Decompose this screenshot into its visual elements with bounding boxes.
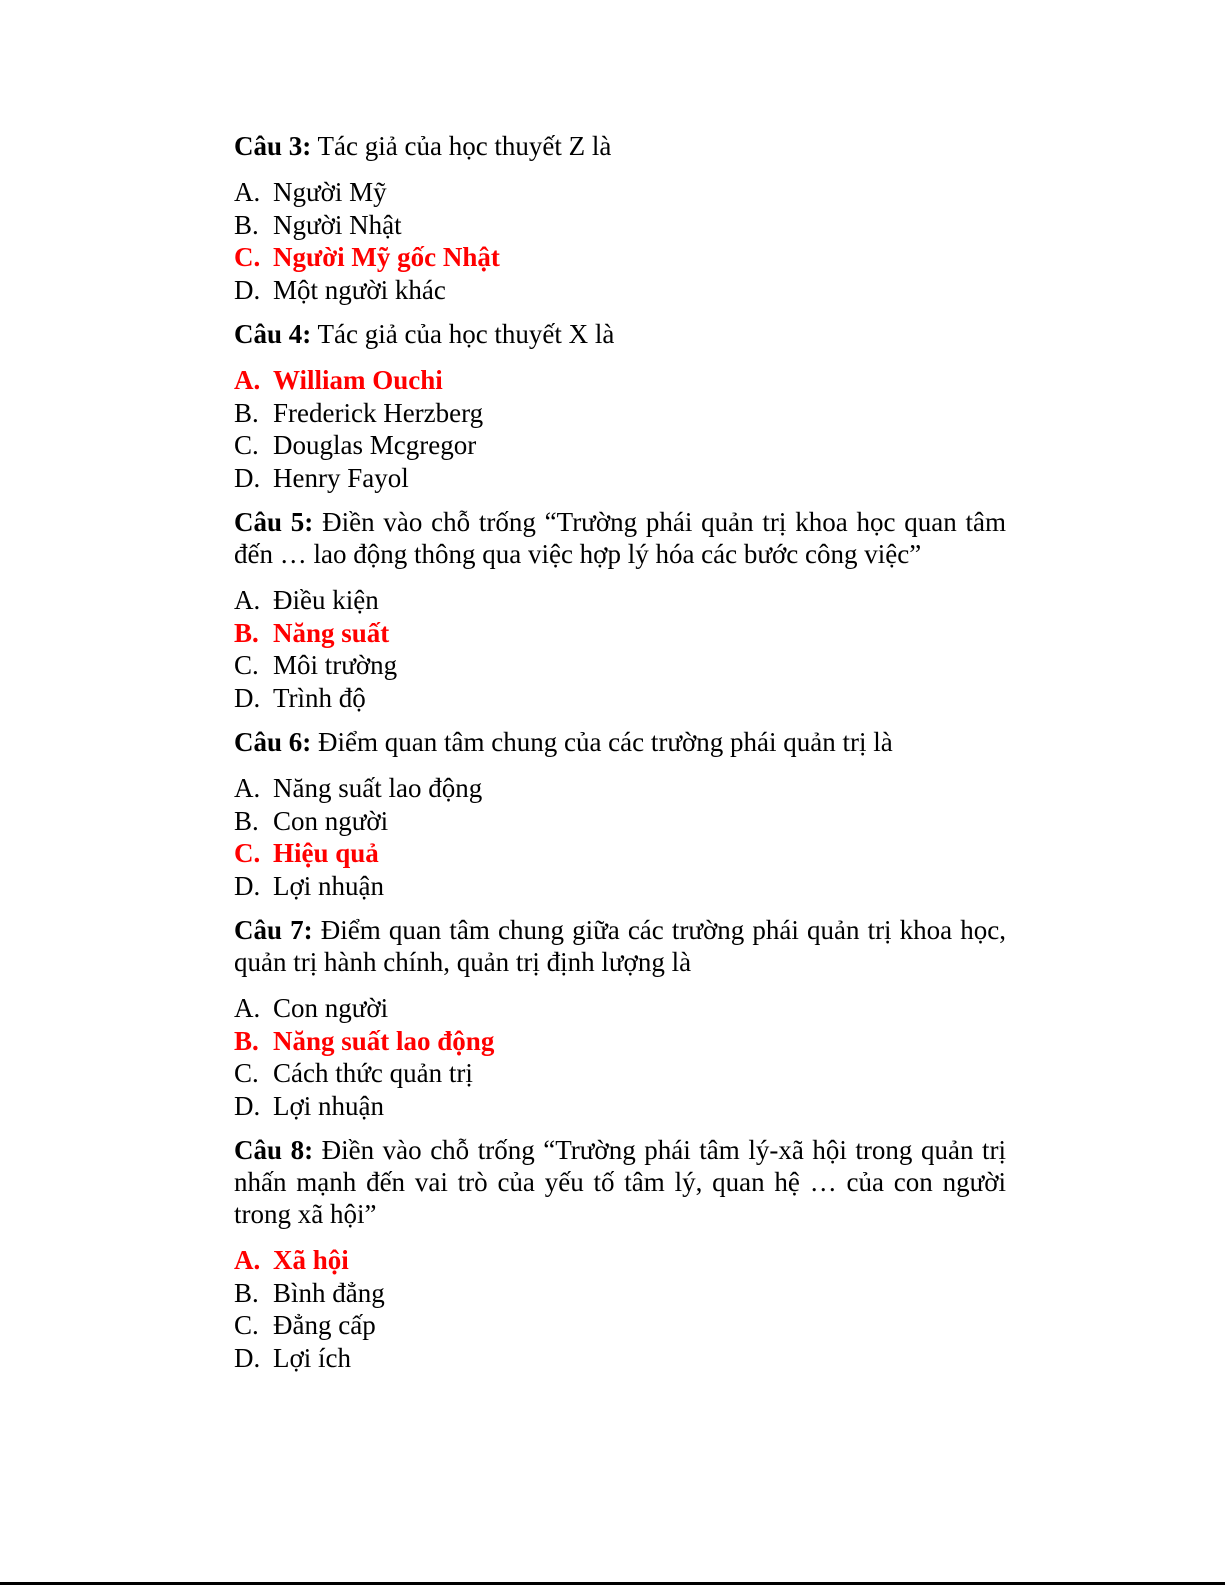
option-text: Douglas Mcgregor (273, 430, 477, 460)
question-label: Câu 4: (234, 319, 312, 349)
option-text: Người Mỹ (273, 177, 387, 207)
answer-option (234, 870, 1006, 903)
question-label: Câu 6: (234, 727, 312, 757)
answer-option (234, 1309, 1006, 1342)
answer-options (234, 772, 1006, 902)
option-letter: D. (234, 870, 261, 901)
option-letter: B. (234, 397, 259, 428)
question-label: Câu 8: (234, 1135, 314, 1165)
option-text: Con người (273, 993, 389, 1023)
option-text: Năng suất lao động (273, 1025, 495, 1056)
question-7 (234, 914, 1006, 1122)
option-text: Henry Fayol (273, 462, 409, 493)
option-letter: A. (234, 993, 261, 1023)
answer-option (234, 1342, 1006, 1375)
question-4 (234, 318, 1006, 494)
question-8 (234, 1134, 1006, 1374)
option-text: William Ouchi (273, 365, 443, 395)
answer-option (234, 649, 1006, 682)
document-page (234, 130, 1006, 1386)
answer-option (234, 397, 1006, 430)
option-letter: A. (234, 585, 261, 615)
option-text: Năng suất lao động (273, 773, 483, 803)
option-text: Con người (273, 805, 389, 836)
answer-option (234, 992, 1006, 1025)
answer-option (234, 1277, 1006, 1310)
option-text: Trình độ (273, 682, 366, 713)
correct-answer-option (234, 1244, 1006, 1277)
correct-answer-option (234, 364, 1006, 397)
question-text (234, 506, 1006, 570)
correct-answer-option (234, 617, 1006, 650)
answer-option (234, 209, 1006, 242)
question-body: Tác giả của học thuyết Z là (311, 131, 612, 161)
option-letter: C. (234, 242, 261, 272)
question-label: Câu 5: (234, 507, 314, 537)
option-letter: C. (234, 838, 261, 868)
correct-answer-option (234, 1025, 1006, 1058)
answer-options (234, 364, 1006, 494)
option-letter: B. (234, 805, 259, 836)
option-letter: C. (234, 430, 259, 460)
question-text (234, 914, 1006, 978)
option-text: Người Mỹ gốc Nhật (273, 242, 500, 272)
correct-answer-option (234, 241, 1006, 274)
answer-option (234, 462, 1006, 495)
answer-option (234, 1057, 1006, 1090)
answer-options (234, 1244, 1006, 1374)
answer-option (234, 805, 1006, 838)
option-text: Cách thức quản trị (273, 1058, 473, 1088)
option-letter: D. (234, 274, 261, 305)
answer-option (234, 1090, 1006, 1123)
option-letter: D. (234, 1090, 261, 1121)
answer-options (234, 992, 1006, 1122)
answer-option (234, 274, 1006, 307)
question-5 (234, 506, 1006, 714)
question-body: Điểm quan tâm chung của các trường phái quản trị là (311, 727, 893, 757)
option-letter: A. (234, 1245, 261, 1275)
option-text: Một người khác (273, 274, 446, 305)
question-text (234, 130, 1006, 162)
question-label: Câu 7: (234, 915, 313, 945)
option-text: Frederick Herzberg (273, 397, 484, 428)
question-text (234, 1134, 1006, 1230)
option-letter: B. (234, 1025, 259, 1056)
option-letter: B. (234, 1277, 259, 1308)
question-text (234, 318, 1006, 350)
option-text: Môi trường (273, 650, 398, 680)
question-body: Điền vào chỗ trống “Trường phái quản trị khoa học quan tâm đến … lao động thông qua việc hợp lý hóa các bước công việc” (234, 507, 1006, 569)
option-text: Năng suất (273, 617, 390, 648)
correct-answer-option (234, 837, 1006, 870)
option-letter: D. (234, 682, 261, 713)
option-text: Xã hội (273, 1245, 349, 1275)
option-letter: A. (234, 773, 261, 803)
option-letter: D. (234, 462, 261, 493)
answer-option (234, 176, 1006, 209)
option-text: Đẳng cấp (273, 1310, 376, 1340)
option-letter: C. (234, 650, 259, 680)
question-6 (234, 726, 1006, 902)
option-letter: B. (234, 209, 259, 240)
answer-option (234, 429, 1006, 462)
question-body: Tác giả của học thuyết X là (311, 319, 615, 349)
answer-option (234, 682, 1006, 715)
option-text: Người Nhật (273, 209, 402, 240)
question-body: Điểm quan tâm chung giữa các trường phái quản trị khoa học, quản trị hành chính, quản trị định lượng là (234, 915, 1006, 977)
option-letter: A. (234, 177, 261, 207)
option-letter: C. (234, 1310, 259, 1340)
answer-options (234, 584, 1006, 714)
option-text: Điều kiện (273, 585, 379, 615)
answer-options (234, 176, 1006, 306)
option-letter: B. (234, 617, 259, 648)
question-body: Điền vào chỗ trống “Trường phái tâm lý-xã hội trong quản trị nhấn mạnh đến vai trò của yếu tố tâm lý, quan hệ … của con người trong xã hội” (234, 1135, 1006, 1229)
option-letter: A. (234, 365, 261, 395)
question-text (234, 726, 1006, 758)
answer-option (234, 772, 1006, 805)
option-text: Lợi ích (273, 1342, 352, 1373)
answer-option (234, 584, 1006, 617)
option-letter: D. (234, 1342, 261, 1373)
question-3 (234, 130, 1006, 306)
option-text: Bình đẳng (273, 1277, 385, 1308)
option-text: Lợi nhuận (273, 1090, 385, 1121)
option-text: Hiệu quả (273, 838, 379, 868)
option-text: Lợi nhuận (273, 870, 385, 901)
question-label: Câu 3: (234, 131, 312, 161)
option-letter: C. (234, 1058, 259, 1088)
